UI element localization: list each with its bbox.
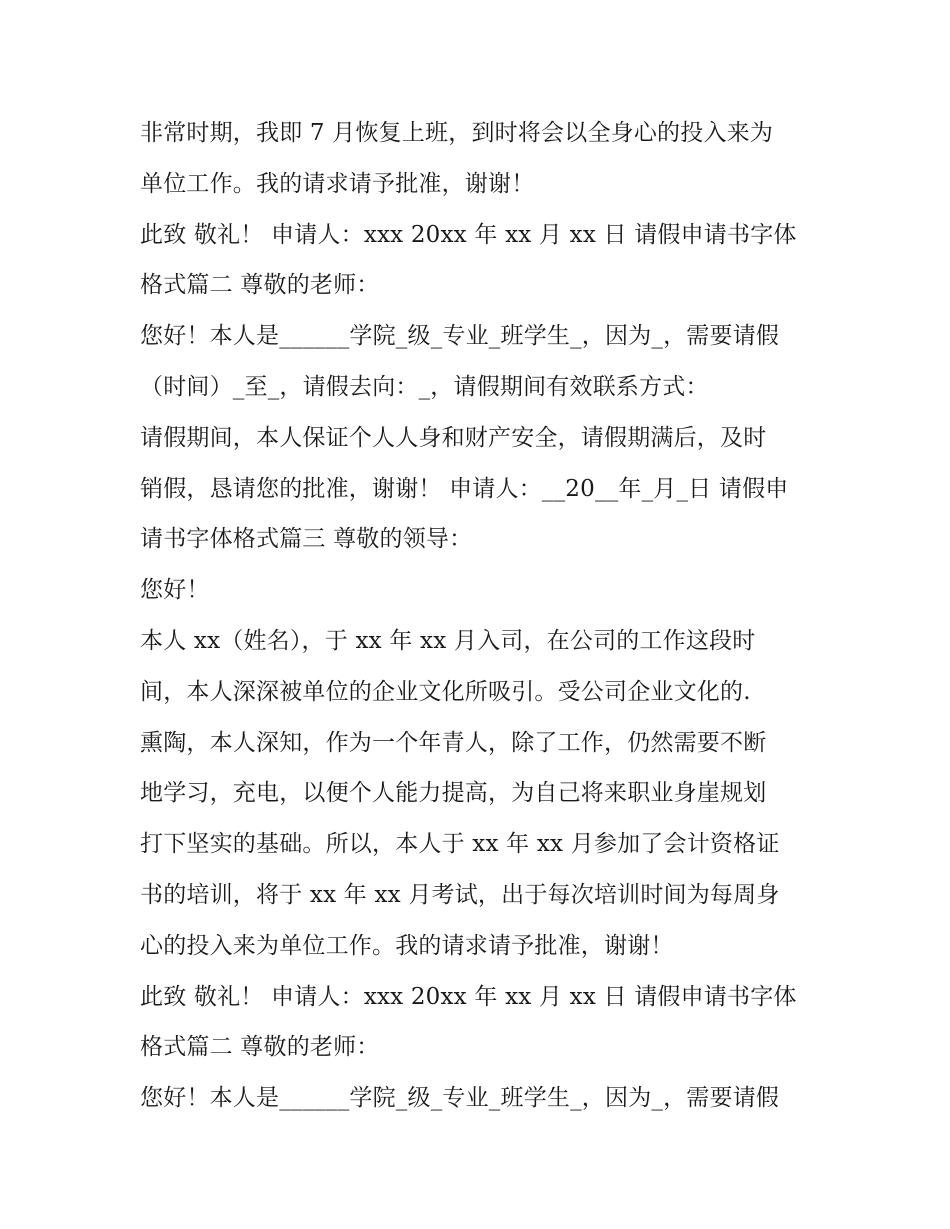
- text-line: 格式篇二 尊敬的老师：: [140, 1034, 380, 1061]
- text-line: 您好！本人是______学院_级_专业_班学生_，因为_，需要请假: [140, 1085, 780, 1112]
- text-line: 非常时期，我即 7 月恢复上班，到时将会以全身心的投入来为: [140, 120, 774, 146]
- text-line: 请书字体格式篇三 尊敬的领导：: [140, 526, 473, 553]
- text-line: 您好！: [140, 577, 210, 604]
- text-line: 本人 xx（姓名），于 xx 年 xx 月入司，在公司的工作这段时: [140, 627, 756, 654]
- text-line: 格式篇二 尊敬的老师：: [140, 272, 380, 299]
- text-line: 打下坚实的基础。所以，本人于 xx 年 xx 月参加了会计资格证: [140, 831, 780, 858]
- text-line: （时间）_至_，请假去向：_，请假期间有效联系方式：: [140, 373, 709, 400]
- text-line: 地学习，充电，以便个人能力提高，为自己将来职业身崖规划: [140, 780, 767, 807]
- text-line: 熏陶，本人深知，作为一个年青人，除了工作，仍然需要不断: [140, 729, 767, 756]
- text-line: 销假，恳请您的批准，谢谢！ 申请人：__20__年_月_日 请假申: [140, 475, 789, 502]
- text-line: 此致 敬礼！ 申请人：xxx 20xx 年 xx 月 xx 日 请假申请书字体: [140, 221, 797, 248]
- text-line: 书的培训，将于 xx 年 xx 月考试，出于每次培训时间为每周身: [140, 881, 780, 908]
- text-line: 请假期间，本人保证个人人身和财产安全，请假期满后，及时: [140, 424, 767, 451]
- text-line: 间，本人深深被单位的企业文化所吸引。受公司企业文化的.: [140, 678, 751, 705]
- text-line: 您好！本人是______学院_级_专业_班学生_，因为_，需要请假: [140, 323, 780, 350]
- text-line: 此致 敬礼！ 申请人：xxx 20xx 年 xx 月 xx 日 请假申请书字体: [140, 983, 797, 1010]
- document-body: [140, 108, 840, 1124]
- text-line: 单位工作。我的请求请予批准，谢谢！: [140, 170, 535, 197]
- text-line: 心的投入来为单位工作。我的请求请予批准，谢谢！: [140, 932, 674, 959]
